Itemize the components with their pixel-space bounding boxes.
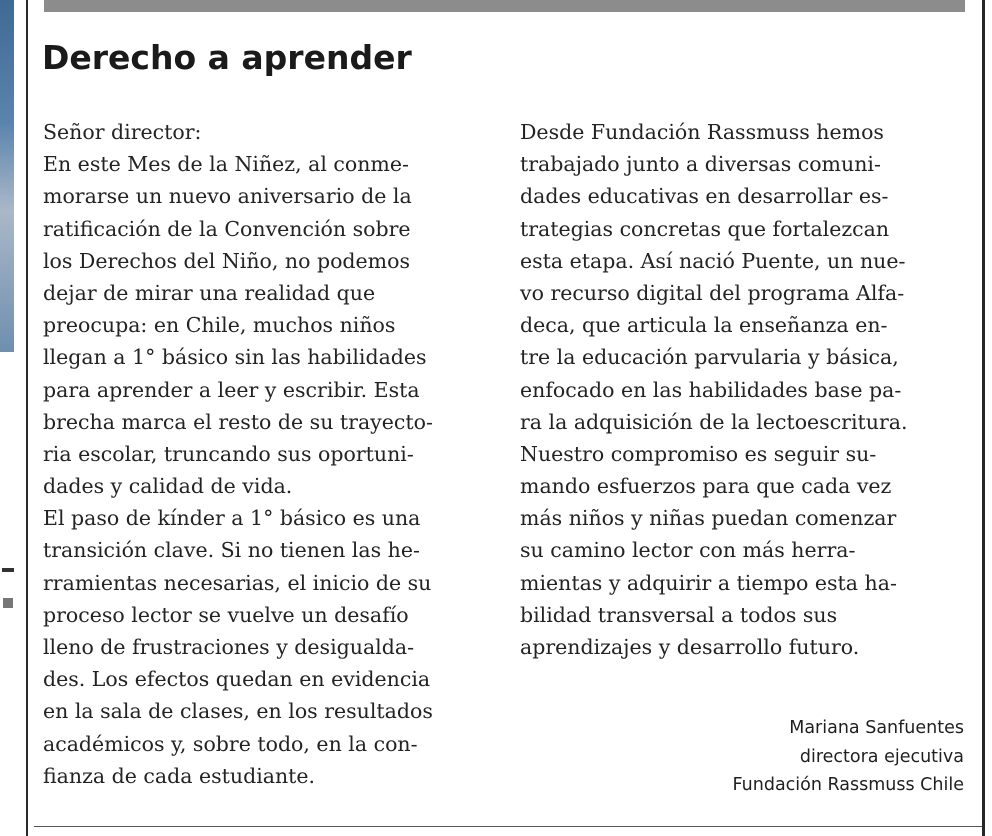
- letter-text-line: rramientas necesarias, el inicio de su: [43, 570, 432, 595]
- letter-text-line: aprendizajes y desarrollo futuro.: [520, 635, 860, 659]
- bottom-rule: [34, 826, 982, 827]
- letter-signature: [733, 714, 964, 800]
- column-divider-left: [26, 0, 28, 836]
- letter-text-line: mientas y adquirir a tiempo esta ha-: [520, 570, 897, 595]
- signature-organization: Fundación Rassmuss Chile: [732, 775, 964, 796]
- letter-text-line: El paso de kínder a 1° básico es una: [43, 506, 421, 531]
- letter-left-column: [43, 116, 483, 792]
- letter-right-column: [520, 116, 970, 663]
- letter-text-line: deca, que articula la enseñanza en-: [520, 313, 888, 338]
- letter-text-line: ratificación de la Convención sobre: [43, 216, 411, 241]
- letter-text-line: lleno de frustraciones y desigualda-: [43, 635, 415, 659]
- letter-text-line: Nuestro compromiso es seguir su-: [520, 441, 877, 466]
- letter-text-line: transición clave. Si no tienen las he-: [43, 538, 420, 563]
- letter-text-line: bilidad transversal a todos sus: [520, 602, 838, 627]
- column-divider-right: [982, 0, 985, 836]
- letter-text-line: llegan a 1° básico sin las habilidades: [43, 345, 427, 370]
- letter-text-line: los Derechos del Niño, no podemos: [43, 248, 410, 273]
- letter-text-line: trategias concretas que fortalezcan: [520, 216, 890, 241]
- signature-role: directora ejecutiva: [799, 746, 964, 767]
- letter-text-line: proceso lector se vuelve un desafío: [43, 602, 409, 627]
- letter-text-line: des. Los efectos quedan en evidencia: [43, 667, 431, 692]
- letter-text-line: dejar de mirar una realidad que: [43, 280, 376, 305]
- letter-text-line: académicos y, sobre todo, en la con-: [43, 731, 418, 756]
- letter-text-line: mando esfuerzos para que cada vez: [520, 474, 892, 499]
- letter-text-line: ra la adquisición de la lectoescritura.: [520, 409, 908, 434]
- top-rule-bar: [44, 0, 965, 12]
- adjacent-article-image-edge: [0, 0, 14, 352]
- letter-text-line: para aprender a leer y escribir. Esta: [43, 377, 420, 402]
- letter-text-line: Señor director:: [43, 120, 202, 144]
- letter-text-line: más niños y niñas puedan comenzar: [520, 506, 897, 531]
- article-headline: Derecho a aprender: [42, 38, 412, 77]
- letter-text-line: dades y calidad de vida.: [43, 474, 293, 499]
- letter-text-line: vo recurso digital del programa Alfa-: [520, 280, 905, 305]
- letter-text-line: Desde Fundación Rassmuss hemos: [520, 120, 884, 144]
- letter-text-line: morarse un nuevo aniversario de la: [43, 184, 412, 209]
- letter-text-line: ria escolar, truncando sus oportuni-: [43, 441, 414, 466]
- letter-text-line: enfocado en las habilidades base pa-: [520, 377, 902, 402]
- letter-text-line: En este Mes de la Niñez, al conme-: [43, 152, 409, 177]
- adjacent-article-fragment: [2, 568, 14, 572]
- letter-text-line: dades educativas en desarrollar es-: [520, 184, 889, 209]
- letter-text-line: en la sala de clases, en los resultados: [43, 699, 433, 724]
- letter-text-line: brecha marca el resto de su trayecto-: [43, 409, 433, 434]
- letter-text-line: trabajado junto a diversas comuni-: [520, 152, 881, 177]
- adjacent-article-fragment: [3, 598, 13, 608]
- letter-text-line: su camino lector con más herra-: [520, 538, 856, 563]
- signature-name: Mariana Sanfuentes: [789, 718, 964, 738]
- letter-text-line: fianza de cada estudiante.: [43, 763, 316, 788]
- letter-text-line: tre la educación parvularia y básica,: [520, 345, 899, 370]
- letter-text-line: esta etapa. Así nació Puente, un nue-: [520, 248, 906, 273]
- letter-text-line: preocupa: en Chile, muchos niños: [43, 313, 396, 338]
